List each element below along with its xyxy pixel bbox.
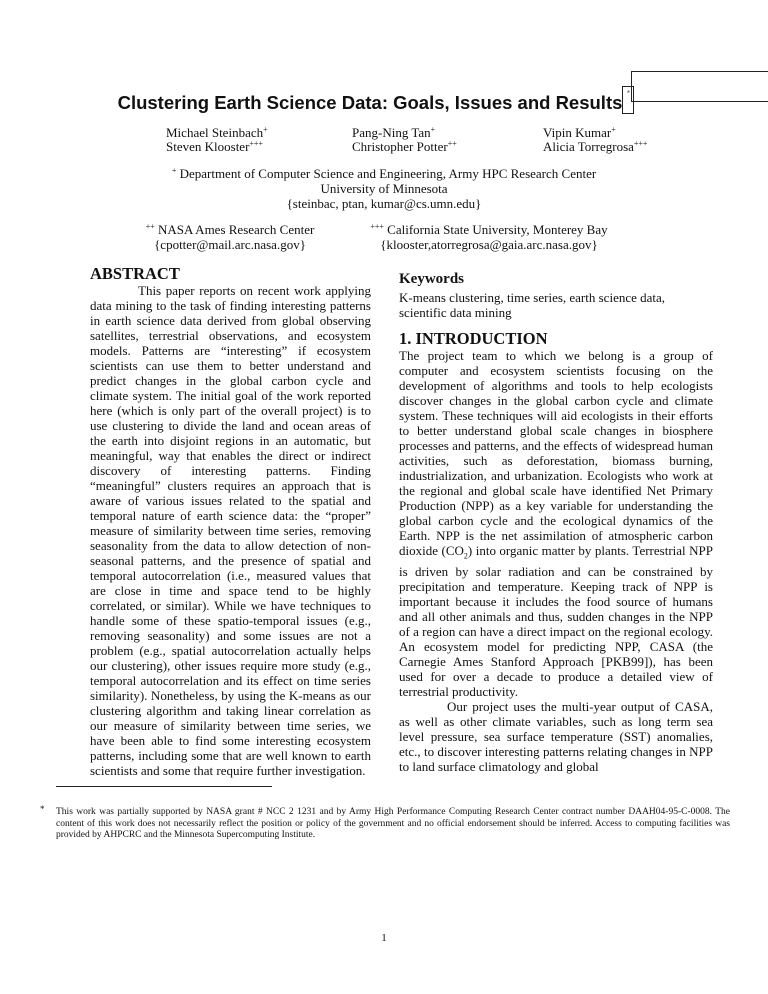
- page-number: 1: [381, 932, 387, 944]
- keywords-heading: Keywords: [399, 271, 464, 287]
- email-nasa: {cpotter@mail.arc.nasa.gov}: [154, 237, 306, 252]
- email-csumb: {klooster,atorregrosa@gaia.arc.nasa.gov}: [380, 237, 598, 252]
- title-footnote-marker: *: [622, 86, 634, 114]
- paper-title: Clustering Earth Science Data: Goals, Issues and Results: [117, 92, 623, 113]
- abstract-section: [90, 265, 371, 778]
- author-name: Alicia Torregrosa: [543, 139, 634, 154]
- author-column-2: Pang-Ning Tan+ Christopher Potter++: [352, 125, 457, 154]
- author-name: Pang-Ning Tan: [352, 125, 431, 140]
- author-column-1: Michael Steinbach+ Steven Klooster+++: [166, 125, 268, 154]
- footnote-marker: *: [40, 804, 45, 814]
- introduction-paragraph-1: The project team to which we belong is a group of computer and ecosystem scientists focusing on the development of algorithms and tools to help ecologists discover changes in the global carbon cycle and climate system. These techniques will aid ecologists in their efforts to better understand global scale changes in biosphere processes and patterns, and the effects of widespread human activities, such as deforestation, biomass burning, industrialization, and urbanization. Ecologists who work at the regional and global scale have identified Net Primary Production (NPP) as a key variable for understanding the global carbon cycle and the ecological dynamics of the Earth. NPP is the net assimilation of atmospheric carbon dioxide $(CO_2)$ into organic matter by plants. Terrestrial NPP is driven by solar radiation and can be constrained by precipitation and temperature. Keeping track of NPP is important because it includes the food source of humans and all other animals and thus, sudden changes in the NPP of a region can have a direct impact on the regional ecology. An ecosystem model for predicting NPP, CASA (the Carnegie Ames Stanford Approach [PKB99]), has been used for over a decade to produce a detailed view of terrestrial productivity.: [399, 348, 713, 699]
- author-name: Michael Steinbach: [166, 125, 264, 140]
- footnote-text: This work was partially supported by NASA grant # NCC 2 1231 and by Army High Performance Computing Research Center contract number DAAH04-95-C-0008. The content of this work does not necessarily reflect the position or policy of the government and no official endorsement should be inferred. Access to computing facilities was provided by AHPCRC and the Minnesota Supercomputing Institute.: [56, 807, 730, 840]
- affiliation-csumb: +++ California State University, Monterey Bay {klooster,atorregrosa@gaia.arc.nasa.gov}: [354, 222, 624, 252]
- keywords-text: K-means clustering, time series, earth science data, scientific data mining: [399, 290, 666, 320]
- author-name: Christopher Potter: [352, 139, 448, 154]
- annotation-frame-box: [631, 71, 768, 102]
- footnote-divider: [56, 786, 272, 787]
- introduction-heading: 1. INTRODUCTION: [399, 329, 548, 348]
- author-name: Steven Klooster: [166, 139, 250, 154]
- author-column-3: Vipin Kumar+ Alicia Torregrosa+++: [543, 125, 648, 154]
- abstract-heading: ABSTRACT: [90, 264, 180, 283]
- abstract-text: This paper reports on recent work applying data mining to the task of finding interesting patterns in earth science data derived from global observing satellites, terrestrial observations, and ecosystem models. Patterns are “interesting” if ecosystem scientists can use them to better understand and predict changes in the global carbon cycle and climate system. The initial goal of the work reported here (which is only part of the overall project) is to use clustering to divide the land and ocean areas of the earth into disjoint regions in an automatic, but meaningful, way that enables the direct or indirect discovery of interesting patterns. Finding “meaningful” clusters requires an approach that is aware of various issues related to the spatial and temporal nature of earth science data: the “proper” measure of similarity between time series, removing seasonality from the data to allow detection of non-seasonal patterns, and the presence of spatial and temporal autocorrelation (i.e., measured values that are close in time and space tend to be highly correlated, or similar). While we have techniques to handle some of these spatio-temporal issues (e.g., removing seasonality) and some issues are not a problem (e.g., spatial autocorrelation actually helps our clustering), other issues require more study (e.g., temporal autocorrelation and its effect on time series similarity). Nonetheless, by using the K-means as our clustering algorithm and taking linear correlation as our measure of similarity between time series, we have been able to find some interesting ecosystem patterns, including some that are well known to earth scientists and some that require further investigation.: [90, 283, 371, 778]
- introduction-paragraph-2: Our project uses the multi-year output of CASA, as well as other climate variables, such as long term sea level pressure, sea surface temperature (SST) anomalies, etc., to discover interesting patterns relating changes in NPP to land surface climatology and global: [399, 698, 713, 774]
- author-name: Vipin Kumar: [543, 125, 612, 140]
- right-column: [399, 270, 713, 774]
- footnote: [40, 804, 730, 842]
- affiliation-nasa: ++ NASA Ames Research Center {cpotter@mail.arc.nasa.gov}: [140, 222, 320, 252]
- email-umn: {steinbac, ptan, kumar@cs.umn.edu}: [286, 196, 482, 211]
- affiliation-umn: + Department of Computer Science and Engineering, Army HPC Research Center University of Minnesota {steinbac, ptan, kumar@cs.umn.edu}: [134, 166, 634, 211]
